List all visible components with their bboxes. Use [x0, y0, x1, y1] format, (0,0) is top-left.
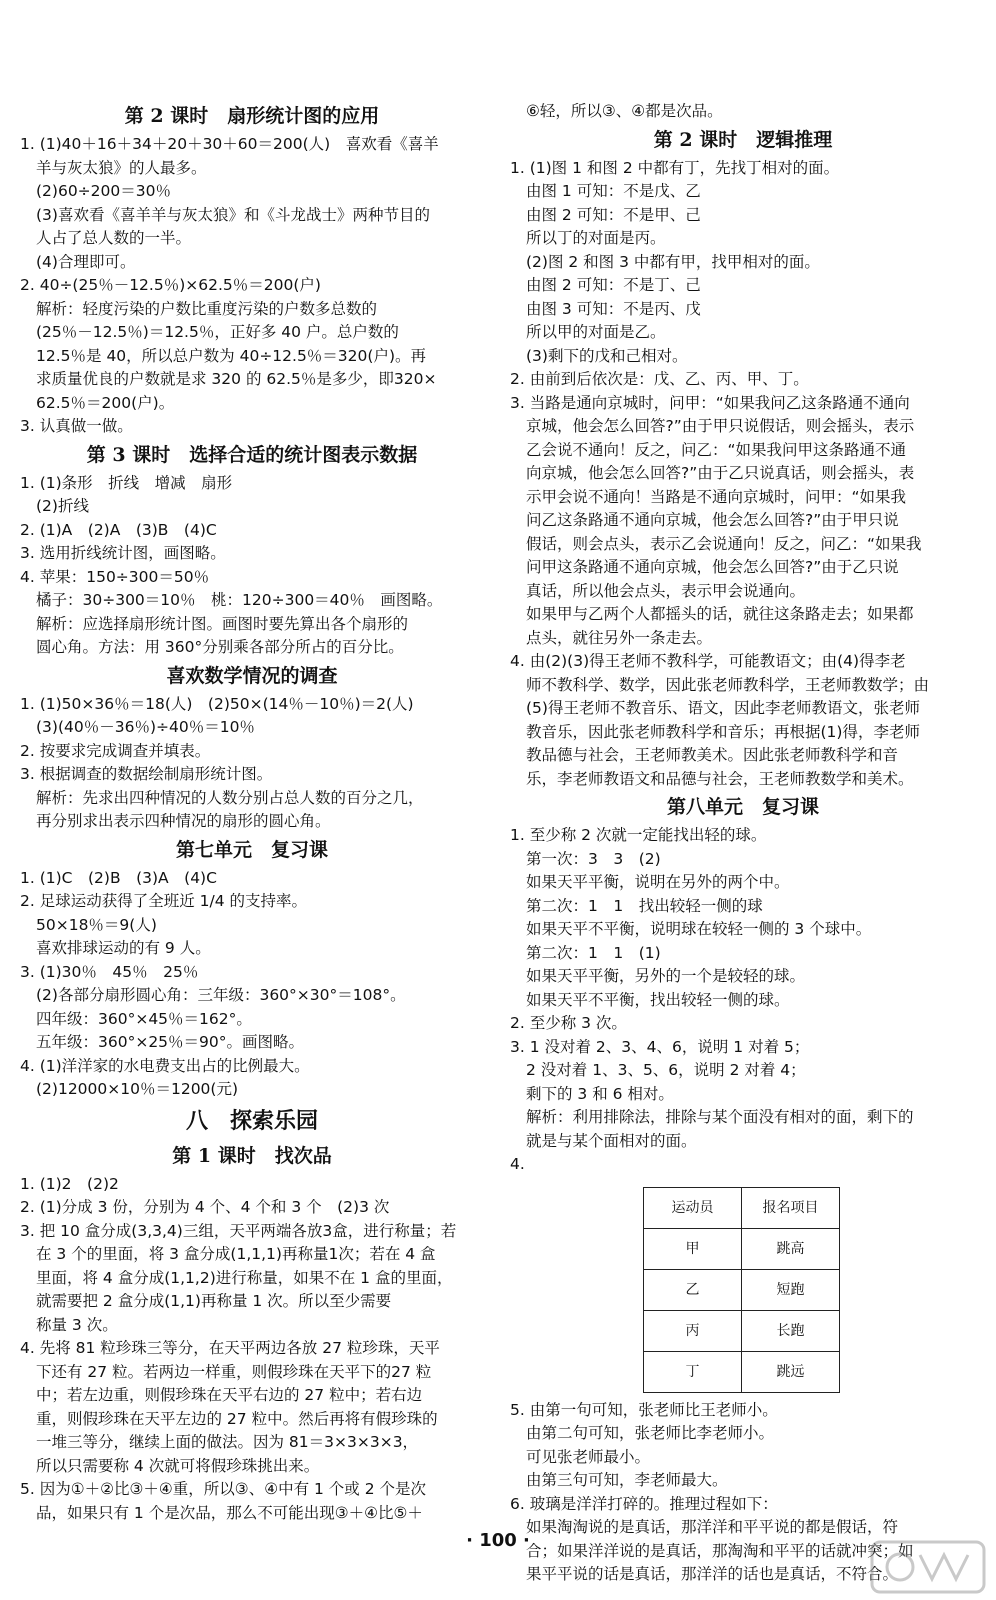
table-cell: 丁: [644, 1351, 742, 1392]
text-line: 再分别求出表示四种情况的扇形的圆心角。: [36, 812, 331, 830]
text-line: 在 3 个的里面，将 3 盒分成(1,1,1)再称量1次；若在 4 盒: [36, 1245, 436, 1263]
table-cell: 乙: [644, 1269, 742, 1310]
text-line: 1. (1)条形 折线 增减 扇形: [20, 473, 233, 492]
text-line: 果平平说的话是真话，那洋洋的话也是真话，不符合。: [526, 1565, 899, 1583]
text-line: 圆心角。方法：用 360°分别乘各部分所占的百分比。: [36, 638, 404, 656]
table-cell: 短跑: [742, 1269, 840, 1310]
text-line: 由图 1 可知：不是戊、乙: [526, 182, 701, 200]
text-line: 2. 足球运动获得了全班近 1/4 的支持率。: [20, 892, 308, 910]
text-line: 1. 至少称 2 次就一定能找出轻的球。: [510, 826, 767, 844]
text-line: 2. 按要求完成调查并填表。: [20, 741, 211, 760]
section-heading: 第 2 课时 扇形统计图的应用: [124, 105, 380, 127]
text-line: 如果甲与乙两个人都摇头的话，就往这条路走去；如果都: [526, 605, 914, 623]
text-line: 所以甲的对面是乙。: [526, 323, 666, 341]
text-line: 示甲会说不通向！当路是不通向京城时，问甲：“如果我: [526, 487, 907, 506]
text-line: 就是与某个面相对的面。: [526, 1131, 697, 1150]
watermark-logo-icon: [870, 1540, 986, 1594]
table-cell: 丙: [644, 1310, 742, 1351]
text-line: 3. 选用折线统计图，画图略。: [20, 544, 226, 562]
table-header-cell: 运动员: [644, 1187, 742, 1228]
text-line: (2)折线: [36, 497, 89, 515]
text-line: (5)得王老师不教音乐、语文，因此李老师教语文，张老师: [526, 699, 920, 717]
text-line: 如果淘淘说的是真话，那洋洋和平平说的都是假话，符: [526, 1518, 899, 1536]
table-row: [644, 1228, 840, 1269]
text-line: 1. (1)40＋16＋34＋20＋30＋60＝200(人) 喜欢看《喜羊: [20, 135, 439, 153]
text-line: 问甲这条路通不通向京城，他会怎么回答?”由于乙只说: [526, 558, 899, 576]
text-line: 喜欢排球运动的有 9 人。: [36, 939, 211, 957]
table-row: [644, 1310, 840, 1351]
text-line: 问乙这条路通不通向京城，他会怎么回答?”由于甲只说: [526, 511, 899, 529]
text-line: 2. (1)分成 3 份，分别为 4 个、4 个和 3 个 (2)3 次: [20, 1198, 390, 1216]
text-line: 乙会说不通向！反之，问乙：“如果我问甲这条路通不通: [526, 440, 907, 459]
text-line: 假话，则会点头，表示乙会说通向！反之，问乙：“如果我: [526, 534, 922, 553]
text-line: 3. (1)30％ 45％ 25％: [20, 962, 199, 981]
text-line: 中；若左边重，则假珍珠在天平右边的 27 粒中；若右边: [36, 1386, 423, 1404]
text-line: (2)12000×10％＝1200(元): [36, 1080, 239, 1098]
table-header-row: [644, 1187, 840, 1228]
text-line: 所以只需要称 4 次就可将假珍珠挑出来。: [36, 1456, 320, 1475]
text-line: 里面，将 4 盒分成(1,1,2)进行称量，如果不在 1 盒的里面，: [36, 1268, 453, 1287]
table-cell: 长跑: [742, 1310, 840, 1351]
text-line: (3)喜欢看《喜羊羊与灰太狼》和《斗龙战士》两种节目的: [36, 205, 430, 224]
text-line: 一堆三等分，继续上面的做法。因为 81＝3×3×3×3，: [36, 1433, 419, 1451]
table-header-cell: 报名项目: [742, 1187, 840, 1228]
text-line: 解析：先求出四种情况的人数分别占总人数的百分之几，: [36, 788, 424, 807]
text-line: 如果天平平衡，说明在另外的两个中。: [526, 873, 790, 891]
section-heading: 第七单元 复习课: [175, 838, 328, 861]
text-line: 由图 2 可知：不是丁、己: [526, 276, 701, 294]
section-heading: 第 3 课时 选择合适的统计图表示数据: [86, 443, 418, 466]
text-line: 五年级：360°×25％＝90°。画图略。: [36, 1033, 305, 1051]
text-line: 1. (1)2 (2)2: [20, 1174, 119, 1193]
text-line: 4. 先将 81 粒珍珠三等分，在天平两边各放 27 粒珍珠，天平: [20, 1339, 440, 1357]
text-line: 教品德与社会，王老师教美术。因此张老师教科学和音: [526, 746, 899, 764]
text-line: 1. (1)50×36％＝18(人) (2)50×(14％－10％)＝2(人): [20, 694, 414, 713]
left-column: [20, 100, 484, 1525]
text-line: 4.: [510, 1155, 525, 1173]
text-line: 乐，李老师教语文和品德与社会，王老师教数学和美术。: [526, 769, 914, 788]
text-line: 2. 至少称 3 次。: [510, 1014, 627, 1032]
text-line: 解析：应选择扇形统计图。画图时要先算出各个扇形的: [36, 614, 409, 633]
table-cell: 甲: [644, 1228, 742, 1269]
text-line: 由第二句可知，张老师比李老师小。: [526, 1424, 775, 1442]
text-line: 5. 因为①＋②比③＋④重，所以③、④中有 1 个或 2 个是次: [20, 1480, 427, 1498]
text-line: 由第三句可知，李老师最大。: [526, 1471, 728, 1489]
text-line: (2)60÷200＝30％: [36, 182, 171, 200]
text-line: 合；如果洋洋说的是真话，那淘淘和平平的话就冲突；如: [526, 1541, 914, 1560]
text-line: (3)(40％－36％)÷40％＝10％: [36, 718, 255, 736]
text-line: 3. 当路是通向京城时，问甲：“如果我问乙这条路通不通向: [510, 393, 910, 412]
text-line: 称量 3 次。: [36, 1315, 118, 1334]
text-line: 2 没对着 1、3、5、6，说明 2 对着 4；: [526, 1061, 806, 1079]
text-line: ⑥轻，所以③、④都是次品。: [526, 102, 723, 120]
text-line: 4. 由(2)(3)得王老师不教科学，可能教语文；由(4)得李老: [510, 652, 906, 670]
table-row: [644, 1269, 840, 1310]
text-line: (2)图 2 和图 3 中都有甲，找甲相对的面。: [526, 252, 820, 271]
left-text-lines: [20, 100, 484, 1525]
text-line: 12.5％是 40，所以总户数为 40÷12.5％＝320(户)。再: [36, 346, 426, 365]
table-cell: 跳高: [742, 1228, 840, 1269]
text-line: 点头，就往另外一条走去。: [526, 628, 713, 647]
text-line: (25％－12.5％)＝12.5％，正好多 40 户。总户数的: [36, 323, 399, 341]
text-line: 京城，他会怎么回答?”由于甲只说假话，则会摇头，表示: [526, 417, 915, 435]
section-heading: 第八单元 复习课: [666, 796, 819, 818]
section-heading: 第 2 课时 逻辑推理: [653, 128, 833, 151]
text-line: 50×18％＝9(人): [36, 915, 157, 934]
text-line: 下还有 27 粒。若两边一样重，则假珍珠在天平下的27 粒: [36, 1362, 432, 1381]
text-line: 由图 3 可知：不是丙、戊: [526, 299, 701, 318]
text-line: 重，则假珍珠在天平左边的 27 粒中。然后再将有假珍珠的: [36, 1409, 438, 1428]
text-line: 向京城，他会怎么回答?”由于乙只说真话，则会摇头，表: [526, 464, 915, 482]
text-line: 第二次：1 1 找出较轻一侧的球: [526, 896, 763, 915]
table-cell: 跳远: [742, 1351, 840, 1392]
text-line: 四年级：360°×45％＝162°。: [36, 1009, 252, 1028]
text-line: 2. (1)A (2)A (3)B (4)C: [20, 520, 217, 539]
text-line: 羊与灰太狼》的人最多。: [36, 158, 207, 177]
text-line: 3. 1 没对着 2、3、4、6，说明 1 对着 5；: [510, 1037, 810, 1056]
text-line: 2. 由前到后依次是：戊、乙、丙、甲、丁。: [510, 370, 809, 388]
text-line: 1. (1)图 1 和图 2 中都有丁，先找丁相对的面。: [510, 158, 840, 177]
text-line: 解析：利用排除法，排除与某个面没有相对的面，剩下的: [526, 1108, 914, 1126]
text-line: 如果天平不平衡，找出较轻一侧的球。: [526, 990, 790, 1009]
text-line: 4. 苹果：150÷300＝50％: [20, 567, 210, 586]
section-heading: 第 1 课时 找次品: [172, 1144, 332, 1167]
section-heading: 喜欢数学情况的调查: [166, 664, 338, 687]
text-line: 1. (1)C (2)B (3)A (4)C: [20, 868, 217, 887]
text-line: 教音乐，因此张老师教科学和音乐；再根据(1)得，李老师: [526, 722, 920, 741]
text-line: 由图 2 可知：不是甲、己: [526, 205, 701, 224]
table-row: [644, 1351, 840, 1392]
text-line: 求质量优良的户数就是求 320 的 62.5％是多少，即320×: [36, 370, 437, 388]
text-line: 解析：轻度污染的户数比重度污染的户数多总数的: [36, 299, 378, 318]
text-line: 62.5％＝200(户)。: [36, 393, 175, 412]
text-line: 4. (1)洋洋家的水电费支出占的比例最大。: [20, 1056, 310, 1075]
section-heading: 八 探索乐园: [185, 1107, 318, 1134]
text-line: 如果天平平衡，另外的一个是较轻的球。: [526, 967, 806, 985]
text-line: 所以丁的对面是丙。: [526, 229, 666, 247]
text-line: 3. 把 10 盒分成(3,3,4)三组，天平两端各放3盒，进行称量；若: [20, 1221, 457, 1240]
text-line: 真话，所以他会点头，表示甲会说通向。: [526, 581, 806, 600]
text-line: 第二次：1 1 (1): [526, 943, 661, 962]
right-text-lines: [510, 100, 976, 1587]
text-line: 橘子：30÷300＝10％ 桃：120÷300＝40％ 画图略。: [36, 591, 443, 609]
text-line: 3. 认真做一做。: [20, 417, 133, 435]
table-block: [510, 1177, 976, 1399]
text-line: 2. 40÷(25％－12.5％)×62.5％＝200(户): [20, 276, 321, 294]
text-line: (3)剩下的戊和己相对。: [526, 346, 688, 365]
text-line: 第一次：3 3 (2): [526, 849, 661, 868]
text-line: 师不教科学、数学，因此张老师教科学，王老师教数学；由: [526, 675, 930, 694]
right-column: [510, 100, 976, 1587]
text-line: 就需要把 2 盒分成(1,1)再称量 1 次。所以至少需要: [36, 1292, 392, 1310]
text-line: (4)合理即可。: [36, 252, 136, 271]
text-line: 3. 根据调查的数据绘制扇形统计图。: [20, 765, 273, 783]
text-line: 剩下的 3 和 6 相对。: [526, 1084, 674, 1103]
text-line: 如果天平不平衡，说明球在较轻一侧的 3 个球中。: [526, 920, 872, 938]
text-line: 5. 由第一句可知，张老师比王老师小。: [510, 1400, 778, 1419]
text-line: 可见张老师最小。: [526, 1447, 651, 1466]
text-line: 人占了总人数的一半。: [36, 229, 192, 247]
page-number: · 100 ·: [466, 1530, 530, 1551]
text-line: 6. 玻璃是洋洋打碎的。推理过程如下：: [510, 1494, 778, 1513]
registration-table: [643, 1187, 840, 1393]
text-line: (2)各部分扇形圆心角：三年级：360°×30°＝108°。: [36, 986, 406, 1004]
text-line: 品，如果只有 1 个是次品，那么不可能出现③＋④比⑤＋: [36, 1503, 423, 1522]
